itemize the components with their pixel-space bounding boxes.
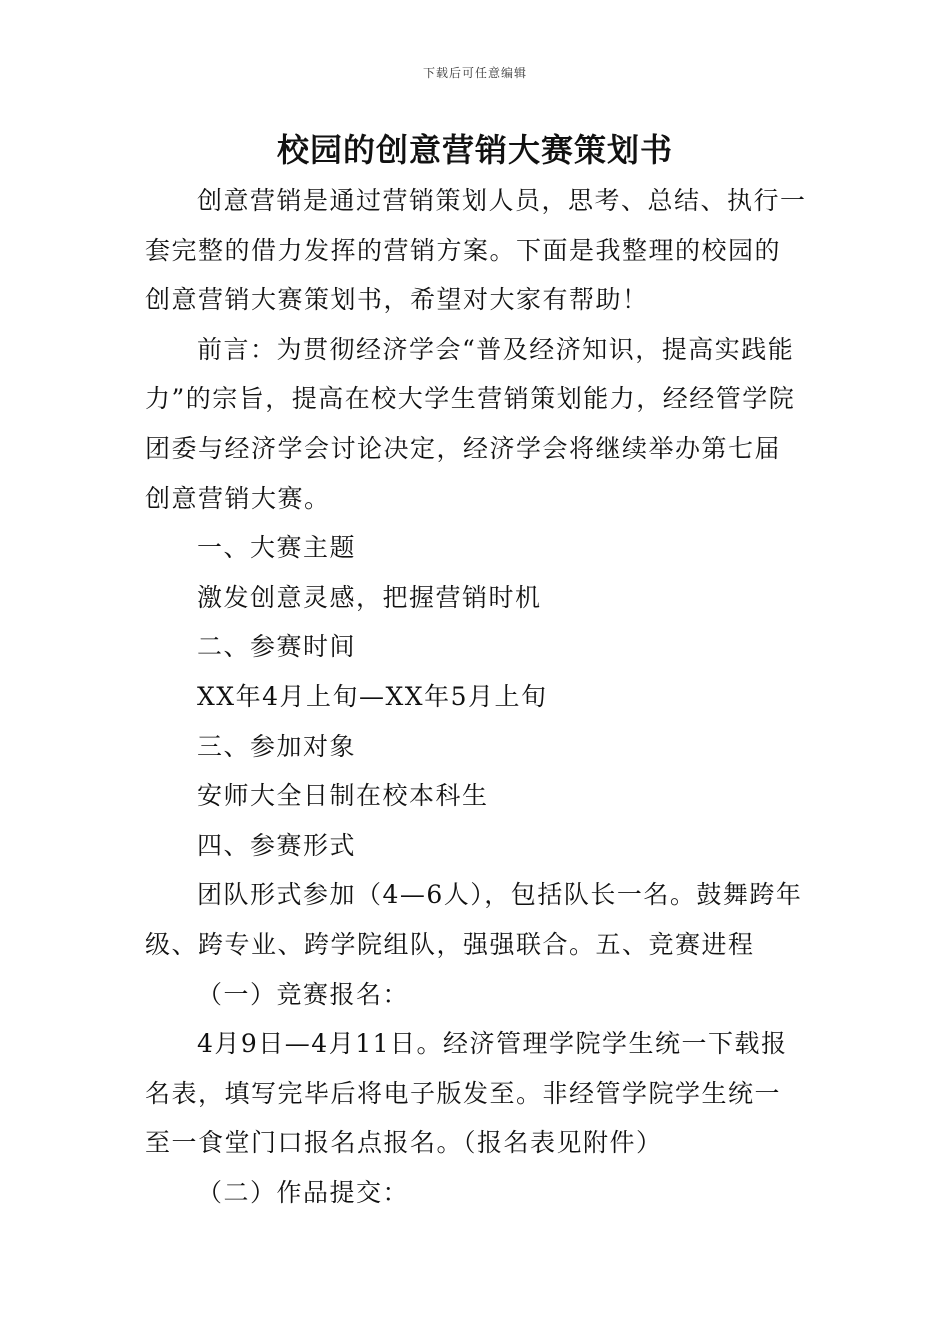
paragraph-participants: 安师大全日制在校本科生 (197, 781, 489, 811)
page-header: 下载后可任意编辑 (422, 66, 527, 80)
paragraph-format: 团队形式参加（4—6人），包括队长一名。鼓舞跨年级、跨专业、跨学院组队，强强联合。五、竞赛进程 (145, 880, 803, 959)
paragraph-preface: 前言：为贯彻经济学会“普及经济知识，提高实践能力”的宗旨，提高在校大学生营销策划能力，经经管学院团委与经济学会讨论决定，经济学会将继续举办第七届创意营销大赛。 (145, 334, 796, 513)
section-heading-participants: 三、参加对象 (197, 731, 357, 761)
paragraph-theme: 激发创意灵感，把握营销时机 (197, 582, 542, 612)
section-heading-format: 四、参赛形式 (197, 830, 357, 860)
document-body (145, 176, 807, 1217)
subsection-heading-submission: （二）作品提交： (197, 1177, 410, 1207)
section-heading-time: 二、参赛时间 (197, 632, 357, 662)
paragraph-time: XX年4月上旬—XX年5月上旬 (197, 681, 548, 711)
subsection-heading-registration: （一）竞赛报名： (197, 979, 410, 1009)
paragraph-registration: 4月9日—4月11日。经济管理学院学生统一下载报名表，填写完毕后将电子版发至。非经管学院学生统一至一食堂门口报名点报名。（报名表见附件） (145, 1029, 788, 1158)
document-title: 校园的创意营销大赛策划书 (276, 131, 673, 169)
paragraph-intro: 创意营销是通过营销策划人员，思考、总结、执行一套完整的借力发挥的营销方案。下面是我整理的校园的创意营销大赛策划书，希望对大家有帮助！ (145, 186, 807, 315)
section-heading-theme: 一、大赛主题 (197, 533, 357, 563)
